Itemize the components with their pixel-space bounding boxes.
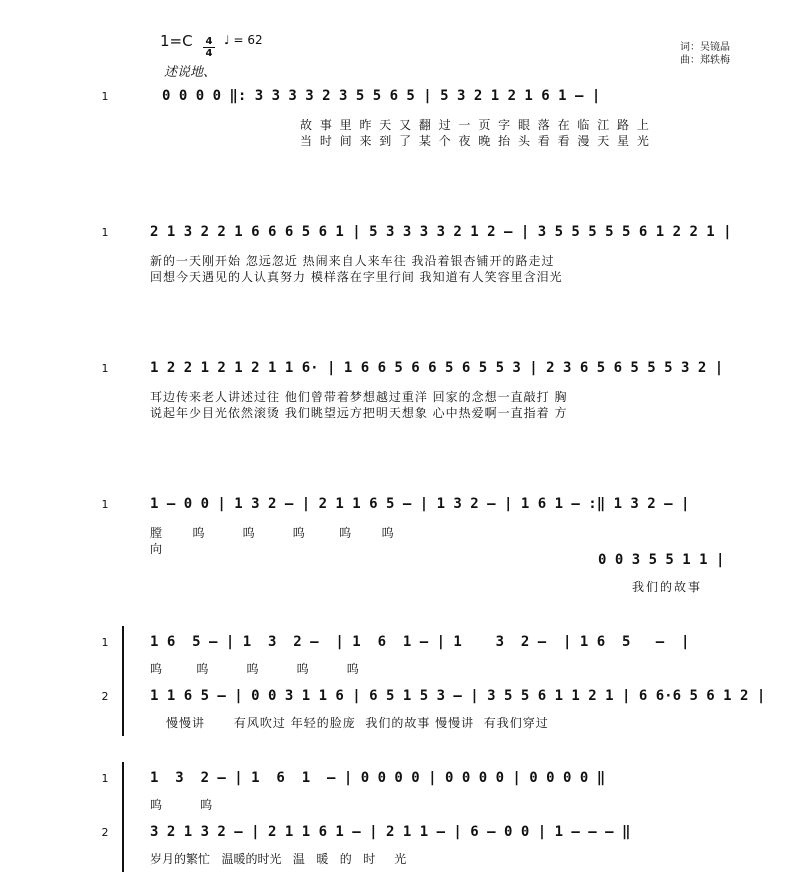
pickup-notation-line: 0 0 3 5 5 1 1 | [598, 552, 725, 568]
part-number: 1 [101, 362, 109, 375]
lyric-line: 当 时 间 来 到 了 某 个 夜 晚 抬 头 看 看 漫 天 星 光 [300, 134, 651, 148]
notation-line: 1 1 6 5 – | 0 0 3 1 1 6 | 6 5 1 5 3 – | 3 5 5 6 1 1 2 1 | 6 6·6 5 6 1 2 | [150, 688, 766, 704]
lyric-line: 我们的故事 [632, 580, 703, 594]
composer-credit: 曲：郑轶梅 [680, 55, 730, 66]
tempo-marking: ♩ = 62 [224, 33, 263, 47]
lyric-line: 呜 呜 呜 呜 呜 [150, 662, 359, 676]
notation-line: 3 2 1 3 2 – | 2 1 1 6 1 – | 2 1 1 – | 6 – 0 0 | 1 – – – ‖ [150, 824, 631, 840]
part-number: 2 [101, 690, 109, 703]
part-number: 1 [101, 226, 109, 239]
notation-line: 2 1 3 2 2 1 6 6 6 5 6 1 | 5 3 3 3 3 2 1 2 – | 3 5 5 5 5 5 6 1 2 2 1 | [150, 224, 732, 240]
lyric-line: 说起年少目光依然滚烫 我们眺望远方把明天想象 心中热爱啊一直指着 方 [150, 406, 568, 420]
lyric-line: 向 [150, 542, 165, 556]
lyric-line: 慢慢讲 有风吹过 年轻的脸庞 我们的故事 慢慢讲 有我们穿过 [166, 716, 549, 730]
part-number: 1 [101, 90, 109, 103]
lyric-line: 呜 呜 [150, 798, 213, 812]
notation-line: 1 3 2 – | 1 6 1 – | 0 0 0 0 | 0 0 0 0 | 0 0 0 0 ‖ [150, 770, 606, 786]
meter-top: 4 [205, 36, 213, 47]
part-number: 1 [101, 498, 109, 511]
time-signature [203, 36, 215, 59]
notation-line: 1 2 2 1 2 1 2 1 1 6· | 1 6 6 5 6 6 5 6 5 5 3 | 2 3 6 5 6 5 5 5 3 2 | [150, 360, 724, 376]
notation-line: 1 6 5 – | 1 3 2 – | 1 6 1 – | 1 3 2 – | 1 6 5 – | [150, 634, 690, 650]
lyric-line: 回想今天遇见的人认真努力 模样落在字里行间 我知道有人笑容里含泪光 [150, 270, 563, 284]
notation-line: 1 – 0 0 | 1 3 2 – | 2 1 1 6 5 – | 1 3 2 – | 1 6 1 – :‖ 1 3 2 – | [150, 496, 690, 512]
part-number: 1 [101, 772, 109, 785]
notation-line: 0 0 0 0 ‖: 3 3 3 3 2 3 5 5 6 5 | 5 3 2 1 2 1 6 1 – | [162, 88, 601, 104]
system-bracket [122, 762, 124, 872]
lyric-line: 岁月的繁忙 温暖的时光 温 暖 的 时 光 [150, 852, 407, 866]
lyric-line: 新的一天刚开始 忽远忽近 热闹来自人来车往 我沿着银杏铺开的路走过 [150, 254, 555, 268]
lyricist-credit: 词：吴镜晶 [680, 42, 730, 53]
lyric-line: 耳边传来老人讲述过往 他们曾带着梦想越过重洋 回家的念想一直敲打 胸 [150, 390, 568, 404]
expression-marking: 述说地、 [164, 65, 217, 80]
key-signature: 1=C [160, 32, 193, 50]
meter-bottom: 4 [205, 48, 213, 59]
system-bracket [122, 626, 124, 736]
lyric-line: 故 事 里 昨 天 又 翻 过 一 页 字 眼 落 在 临 江 路 上 [300, 118, 651, 132]
part-number: 1 [101, 636, 109, 649]
lyric-line: 膛 呜 呜 呜 呜 呜 [150, 526, 394, 540]
part-number: 2 [101, 826, 109, 839]
